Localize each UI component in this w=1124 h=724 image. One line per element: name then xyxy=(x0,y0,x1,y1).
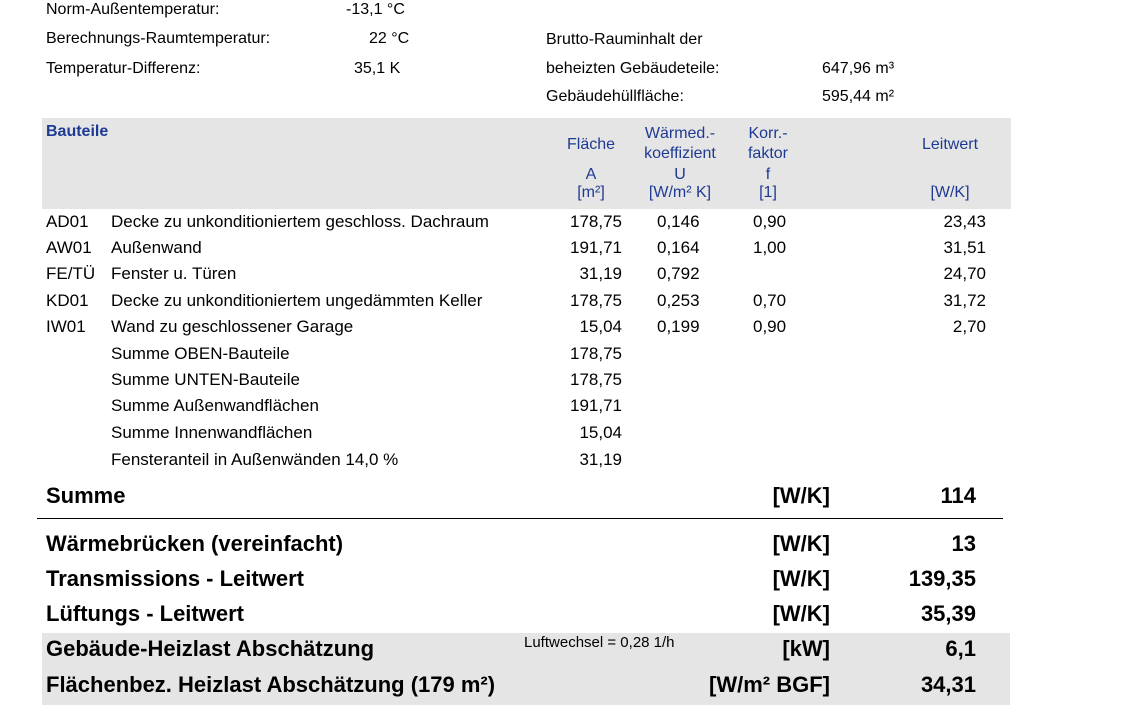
row-name: Wand zu geschlossener Garage xyxy=(111,317,354,336)
huell-value: 595,44 m² xyxy=(822,88,895,105)
sum-label: Summe OBEN-Bauteile xyxy=(111,344,290,363)
huell-label: Gebäudehüllfläche: xyxy=(546,88,684,105)
header-leitwert: Leitwert xyxy=(921,136,979,153)
row-leitwert: 23,43 xyxy=(943,212,986,231)
total-heizlast-label: Gebäude-Heizlast Abschätzung xyxy=(46,636,375,661)
header-bauteile: Bauteile xyxy=(46,123,109,140)
total-flaechenbez-label: Flächenbez. Heizlast Abschätzung (179 m²) xyxy=(46,672,496,697)
norm-temp-label: Norm-Außentemperatur: xyxy=(46,1,220,18)
row-code: KD01 xyxy=(46,291,89,310)
row-leitwert: 2,70 xyxy=(952,317,986,336)
table-header xyxy=(42,118,1011,209)
row-area: 178,75 xyxy=(570,212,622,231)
sum-area: 31,19 xyxy=(579,450,622,469)
header-leitwert-unit: [W/K] xyxy=(930,184,970,201)
total-lueftung-label: Lüftungs - Leitwert xyxy=(46,601,244,626)
total-lueftung-value: 35,39 xyxy=(920,601,976,626)
row-u: 0,199 xyxy=(657,317,700,336)
row-area: 31,19 xyxy=(579,264,622,283)
total-lueftung-unit: [W/K] xyxy=(772,601,830,626)
sum-area: 191,71 xyxy=(570,396,622,415)
row-u: 0,164 xyxy=(657,238,700,257)
row-code: AD01 xyxy=(46,212,89,231)
header-flaeche-sym: A xyxy=(585,166,597,183)
header-f-1: Korr.- xyxy=(748,125,788,142)
row-name: Decke zu unkonditioniertem ungedämmten Keller xyxy=(111,291,483,310)
header-f-2: faktor xyxy=(747,145,788,162)
row-code: FE/TÜ xyxy=(46,264,96,283)
row-code: AW01 xyxy=(46,238,92,257)
header-u-1: Wärmed.- xyxy=(644,125,716,142)
brutto-value: 647,96 m³ xyxy=(822,60,895,77)
row-area: 15,04 xyxy=(579,317,622,336)
temp-diff-value: 35,1 K xyxy=(354,60,401,77)
header-u-2: koeffizient xyxy=(644,145,716,162)
sum-label: Fensteranteil in Außenwänden 14,0 % xyxy=(111,450,399,469)
row-f: 1,00 xyxy=(753,238,787,257)
temp-diff-label: Temperatur-Differenz: xyxy=(46,60,201,77)
sum-area: 178,75 xyxy=(570,344,622,363)
header-f-sym: f xyxy=(765,166,771,183)
sum-label: Summe Innenwandflächen xyxy=(111,423,313,442)
room-temp-label: Berechnungs-Raumtemperatur: xyxy=(46,30,271,47)
row-u: 0,792 xyxy=(657,264,700,283)
row-u: 0,146 xyxy=(657,212,700,231)
header-u-unit: [W/m² K] xyxy=(648,184,712,201)
header-flaeche: Fläche xyxy=(566,136,616,153)
total-transmission-label: Transmissions - Leitwert xyxy=(46,566,304,591)
total-waermebruecken-label: Wärmebrücken (vereinfacht) xyxy=(46,531,344,556)
norm-temp-value: -13,1 °C xyxy=(346,1,405,18)
total-waermebruecken-unit: [W/K] xyxy=(772,531,830,556)
divider xyxy=(37,518,1003,519)
row-code: IW01 xyxy=(46,317,86,336)
sum-area: 15,04 xyxy=(579,423,622,442)
row-f: 0,90 xyxy=(753,212,787,231)
row-f: 0,70 xyxy=(753,291,787,310)
row-name: Fenster u. Türen xyxy=(111,264,237,283)
header-u-sym: U xyxy=(674,166,686,183)
total-flaechenbez-unit: [W/m² BGF] xyxy=(709,672,830,697)
row-name: Außenwand xyxy=(111,238,202,257)
luftwechsel-note: Luftwechsel = 0,28 1/h xyxy=(524,634,675,651)
brutto-label-1: Brutto-Rauminhalt der xyxy=(546,31,703,48)
sum-label: Summe UNTEN-Bauteile xyxy=(111,370,300,389)
total-waermebruecken-value: 13 xyxy=(951,531,976,556)
sum-area: 178,75 xyxy=(570,370,622,389)
brutto-label-2: beheizten Gebäudeteile: xyxy=(546,60,720,77)
row-area: 178,75 xyxy=(570,291,622,310)
total-flaechenbez-value: 34,31 xyxy=(920,672,976,697)
row-f: 0,90 xyxy=(753,317,787,336)
row-leitwert: 24,70 xyxy=(943,264,986,283)
total-summe-value: 114 xyxy=(940,483,976,508)
total-transmission-value: 139,35 xyxy=(908,566,976,591)
total-summe-label: Summe xyxy=(46,483,126,508)
total-summe-unit: [W/K] xyxy=(772,483,830,508)
total-heizlast-value: 6,1 xyxy=(945,636,976,661)
sum-label: Summe Außenwandflächen xyxy=(111,396,319,415)
row-leitwert: 31,51 xyxy=(943,238,986,257)
row-area: 191,71 xyxy=(570,238,622,257)
room-temp-value: 22 °C xyxy=(369,30,410,47)
row-leitwert: 31,72 xyxy=(943,291,986,310)
row-name: Decke zu unkonditioniertem geschloss. Dachraum xyxy=(111,212,489,231)
total-heizlast-unit: [kW] xyxy=(782,636,830,661)
total-transmission-unit: [W/K] xyxy=(772,566,830,591)
row-u: 0,253 xyxy=(657,291,700,310)
header-f-unit: [1] xyxy=(759,184,777,201)
header-flaeche-unit: [m²] xyxy=(577,184,605,201)
